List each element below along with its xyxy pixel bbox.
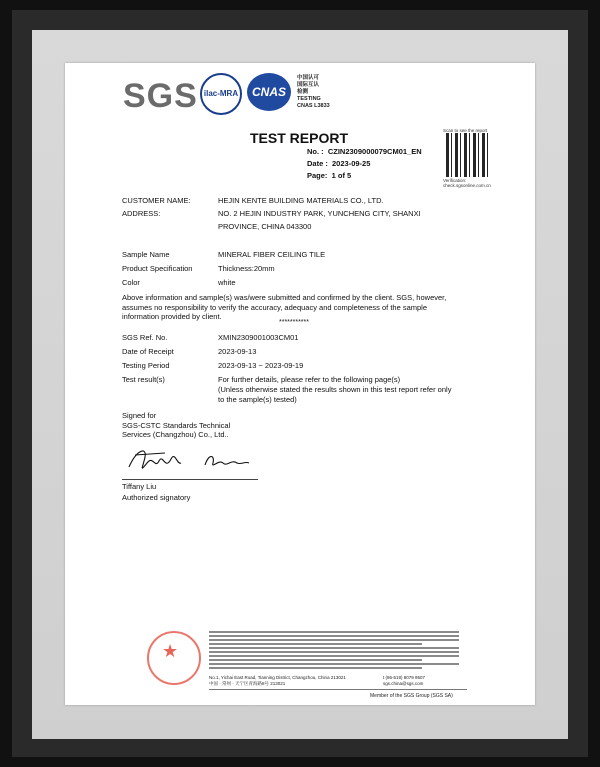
sgs-ref-number: XMIN2309001003CM01: [218, 333, 299, 342]
seal-star-icon: ★: [162, 641, 179, 661]
ilac-mra-logo: ilac-MRA: [200, 73, 242, 115]
test-results-line-2: (Unless otherwise stated the results shown in this test report refer only: [218, 385, 452, 394]
sgs-ref-label: SGS Ref. No.: [122, 333, 168, 342]
signature-image: [125, 443, 255, 479]
date-of-receipt-label: Date of Receipt: [122, 347, 174, 356]
testing-period-label: Testing Period: [122, 361, 170, 370]
product-spec-label: Product Specification: [122, 264, 193, 273]
footer-address-en: No.1, Yichai East Road, Tianning District, Changzhou, China 213021: [209, 675, 346, 680]
footer-email: sgs.china@sgs.com: [383, 681, 424, 686]
signature-line: [122, 479, 258, 480]
report-title: TEST REPORT: [250, 130, 349, 146]
color-value: white: [218, 278, 236, 287]
test-results-line-3: to the sample(s) tested): [218, 395, 297, 404]
sample-name-label: Sample Name: [122, 250, 170, 259]
address-line-2: PROVINCE, CHINA 043300: [218, 222, 312, 231]
sample-name: MINERAL FIBER CEILING TILE: [218, 250, 326, 259]
report-page: Page: 1 of 5: [307, 171, 352, 180]
report-date: Date : 2023-09-25: [307, 159, 371, 168]
report-paper: [65, 63, 535, 705]
client-statement: Above information and sample(s) was/were submitted and confirmed by the client. SGS, however, assumes no responsibility to verify the accuracy, adequacy and completeness of the sample information provided by client.: [122, 293, 447, 321]
footer-rule: [209, 689, 467, 690]
test-results-label: Test result(s): [122, 375, 165, 384]
color-label: Color: [122, 278, 140, 287]
separator-stars: ***********: [279, 319, 309, 326]
test-results-line-1: For further details, please refer to the following page(s): [218, 375, 401, 384]
signatory-role: Authorized signatory: [122, 493, 191, 502]
qr-url: check.sgsonline.com.cn: [443, 183, 491, 188]
qr-verification: Verification:: [443, 178, 467, 183]
signatory-name: Tiffany Liu: [122, 482, 157, 491]
cnas-accreditation-text: 中国认可 国际互认 检测 TESTING CNAS L3833: [297, 75, 330, 109]
sgs-group-member: Member of the SGS Group (SGS SA): [370, 693, 453, 699]
signed-for-block: Signed for SGS-CSTC Standards Technical Services (Changzhou) Co., Ltd..: [122, 411, 231, 439]
address-label: ADDRESS:: [122, 209, 161, 218]
testing-period: 2023-09-13 ~ 2023-09-19: [218, 361, 304, 370]
cnas-logo: CNAS: [247, 73, 291, 111]
customer-name: HEJIN KENTE BUILDING MATERIALS CO., LTD.: [218, 196, 384, 205]
qr-caption: Scan to see the report: [443, 128, 488, 133]
report-number: No. : CZIN2309000079CM01_EN: [307, 147, 422, 156]
footer-tel: t (86-519) 8079 9507: [383, 675, 426, 680]
product-spec: Thickness:20mm: [218, 264, 275, 273]
customer-name-label: CUSTOMER NAME:: [122, 196, 191, 205]
footer-address-cn: 中国 · 常州 · 天宁区青海路8号 213021: [209, 681, 286, 686]
footer-terms: [209, 631, 459, 671]
address-line-1: NO. 2 HEJIN INDUSTRY PARK, YUNCHENG CITY, SHANXI: [218, 209, 421, 218]
qr-code[interactable]: [446, 133, 490, 177]
sgs-logo: SGS: [123, 77, 198, 115]
date-of-receipt: 2023-09-13: [218, 347, 257, 356]
